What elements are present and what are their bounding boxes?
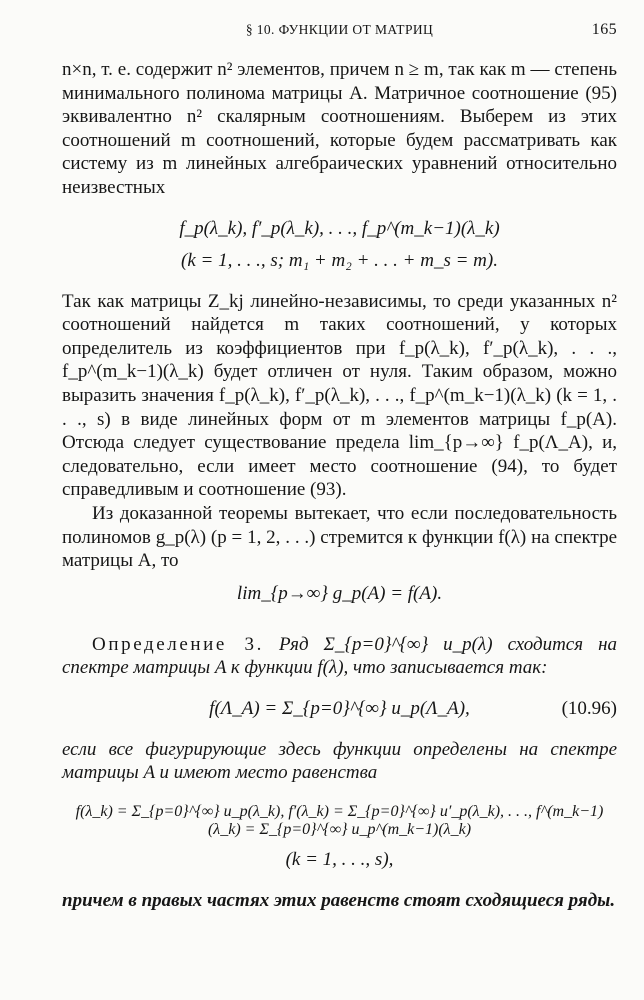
section-title: § 10. ФУНКЦИИ ОТ МАТРИЦ	[245, 22, 434, 37]
paragraph-2: Так как матрицы Z_kj линейно-независимы, то среди указанных n² соотношений найдется m таких соотношений, у которых определитель из коэффициентов при f_p(λ_k), f′_p(λ_k), . . ., f_p^(m_k−1)(λ_k) будет отличен от нуля. Таким образом, можно выразить значения f_p(λ_k), f′_p(λ_k), . . ., f_p^(m_k−1)(λ_k) (k = 1, . . ., s) в виде линейных форм от m элементов матрицы f_p(A). Отсюда следует существование предела lim_{p→∞} f_p(Λ_A), и, следовательно, если имеет место соотношение (94), то будет справедливым и соотношение (93).	[62, 290, 617, 501]
equation-number: (10.96)	[561, 697, 617, 719]
paragraph-3: Из доказанной теоремы вытекает, что если последовательность полиномов g_p(λ) (p = 1, 2, . . .) стремится к функции f(λ) на спектре матрицы A, то	[62, 502, 617, 572]
book-page	[62, 22, 617, 913]
running-header	[62, 22, 617, 48]
equation-index-range: (k = 1, . . ., s; m₁ + m₂ + . . . + m_s = m).	[181, 249, 498, 271]
definition-text: Ряд Σ_{p=0}^{∞} u_p(λ) сходится на спектре матрицы A к функции f(λ), что записывается так:	[62, 633, 617, 679]
page-number: 165	[591, 21, 617, 38]
paragraph-1: n×n, т. е. содержит n² элементов, причем n ≥ m, так как m — степень минимального полинома матрицы A. Матричное соотношение (95) эквивалентно n² скалярным соотношениям. Выберем из этих соотношений m соотношений, которые будем рассматривать как систему из m линейных алгебраических уравнений относительно неизвестных	[62, 59, 617, 198]
equation-unknowns: f_p(λ_k), f′_p(λ_k), . . ., f_p^(m_k−1)(λ_k)	[179, 217, 500, 239]
equation-series-body: f(Λ_A) = Σ_{p=0}^{∞} u_p(Λ_A),	[209, 697, 470, 719]
definition-3	[62, 633, 617, 680]
equation-series	[62, 698, 617, 720]
paragraph-4: если все фигурирующие здесь функции определены на спектре матрицы A и имеют место равенства	[62, 738, 617, 784]
paragraph-5: причем в правых частях этих равенств стоят сходящиеся ряды.	[62, 890, 616, 912]
equation-limit: lim_{p→∞} g_p(A) = f(A).	[236, 582, 443, 604]
definition-label: Определение 3.	[92, 633, 265, 655]
equation-k-range: (k = 1, . . ., s),	[285, 849, 394, 871]
equation-equalities: f(λ_k) = Σ_{p=0}^{∞} u_p(λ_k), f′(λ_k) = Σ_{p=0}^{∞} u′_p(λ_k), . . ., f^(m_k−1)(λ_k) = Σ_{p=0}^{∞} u_p^(m_k−1)(λ_k)	[75, 803, 604, 839]
